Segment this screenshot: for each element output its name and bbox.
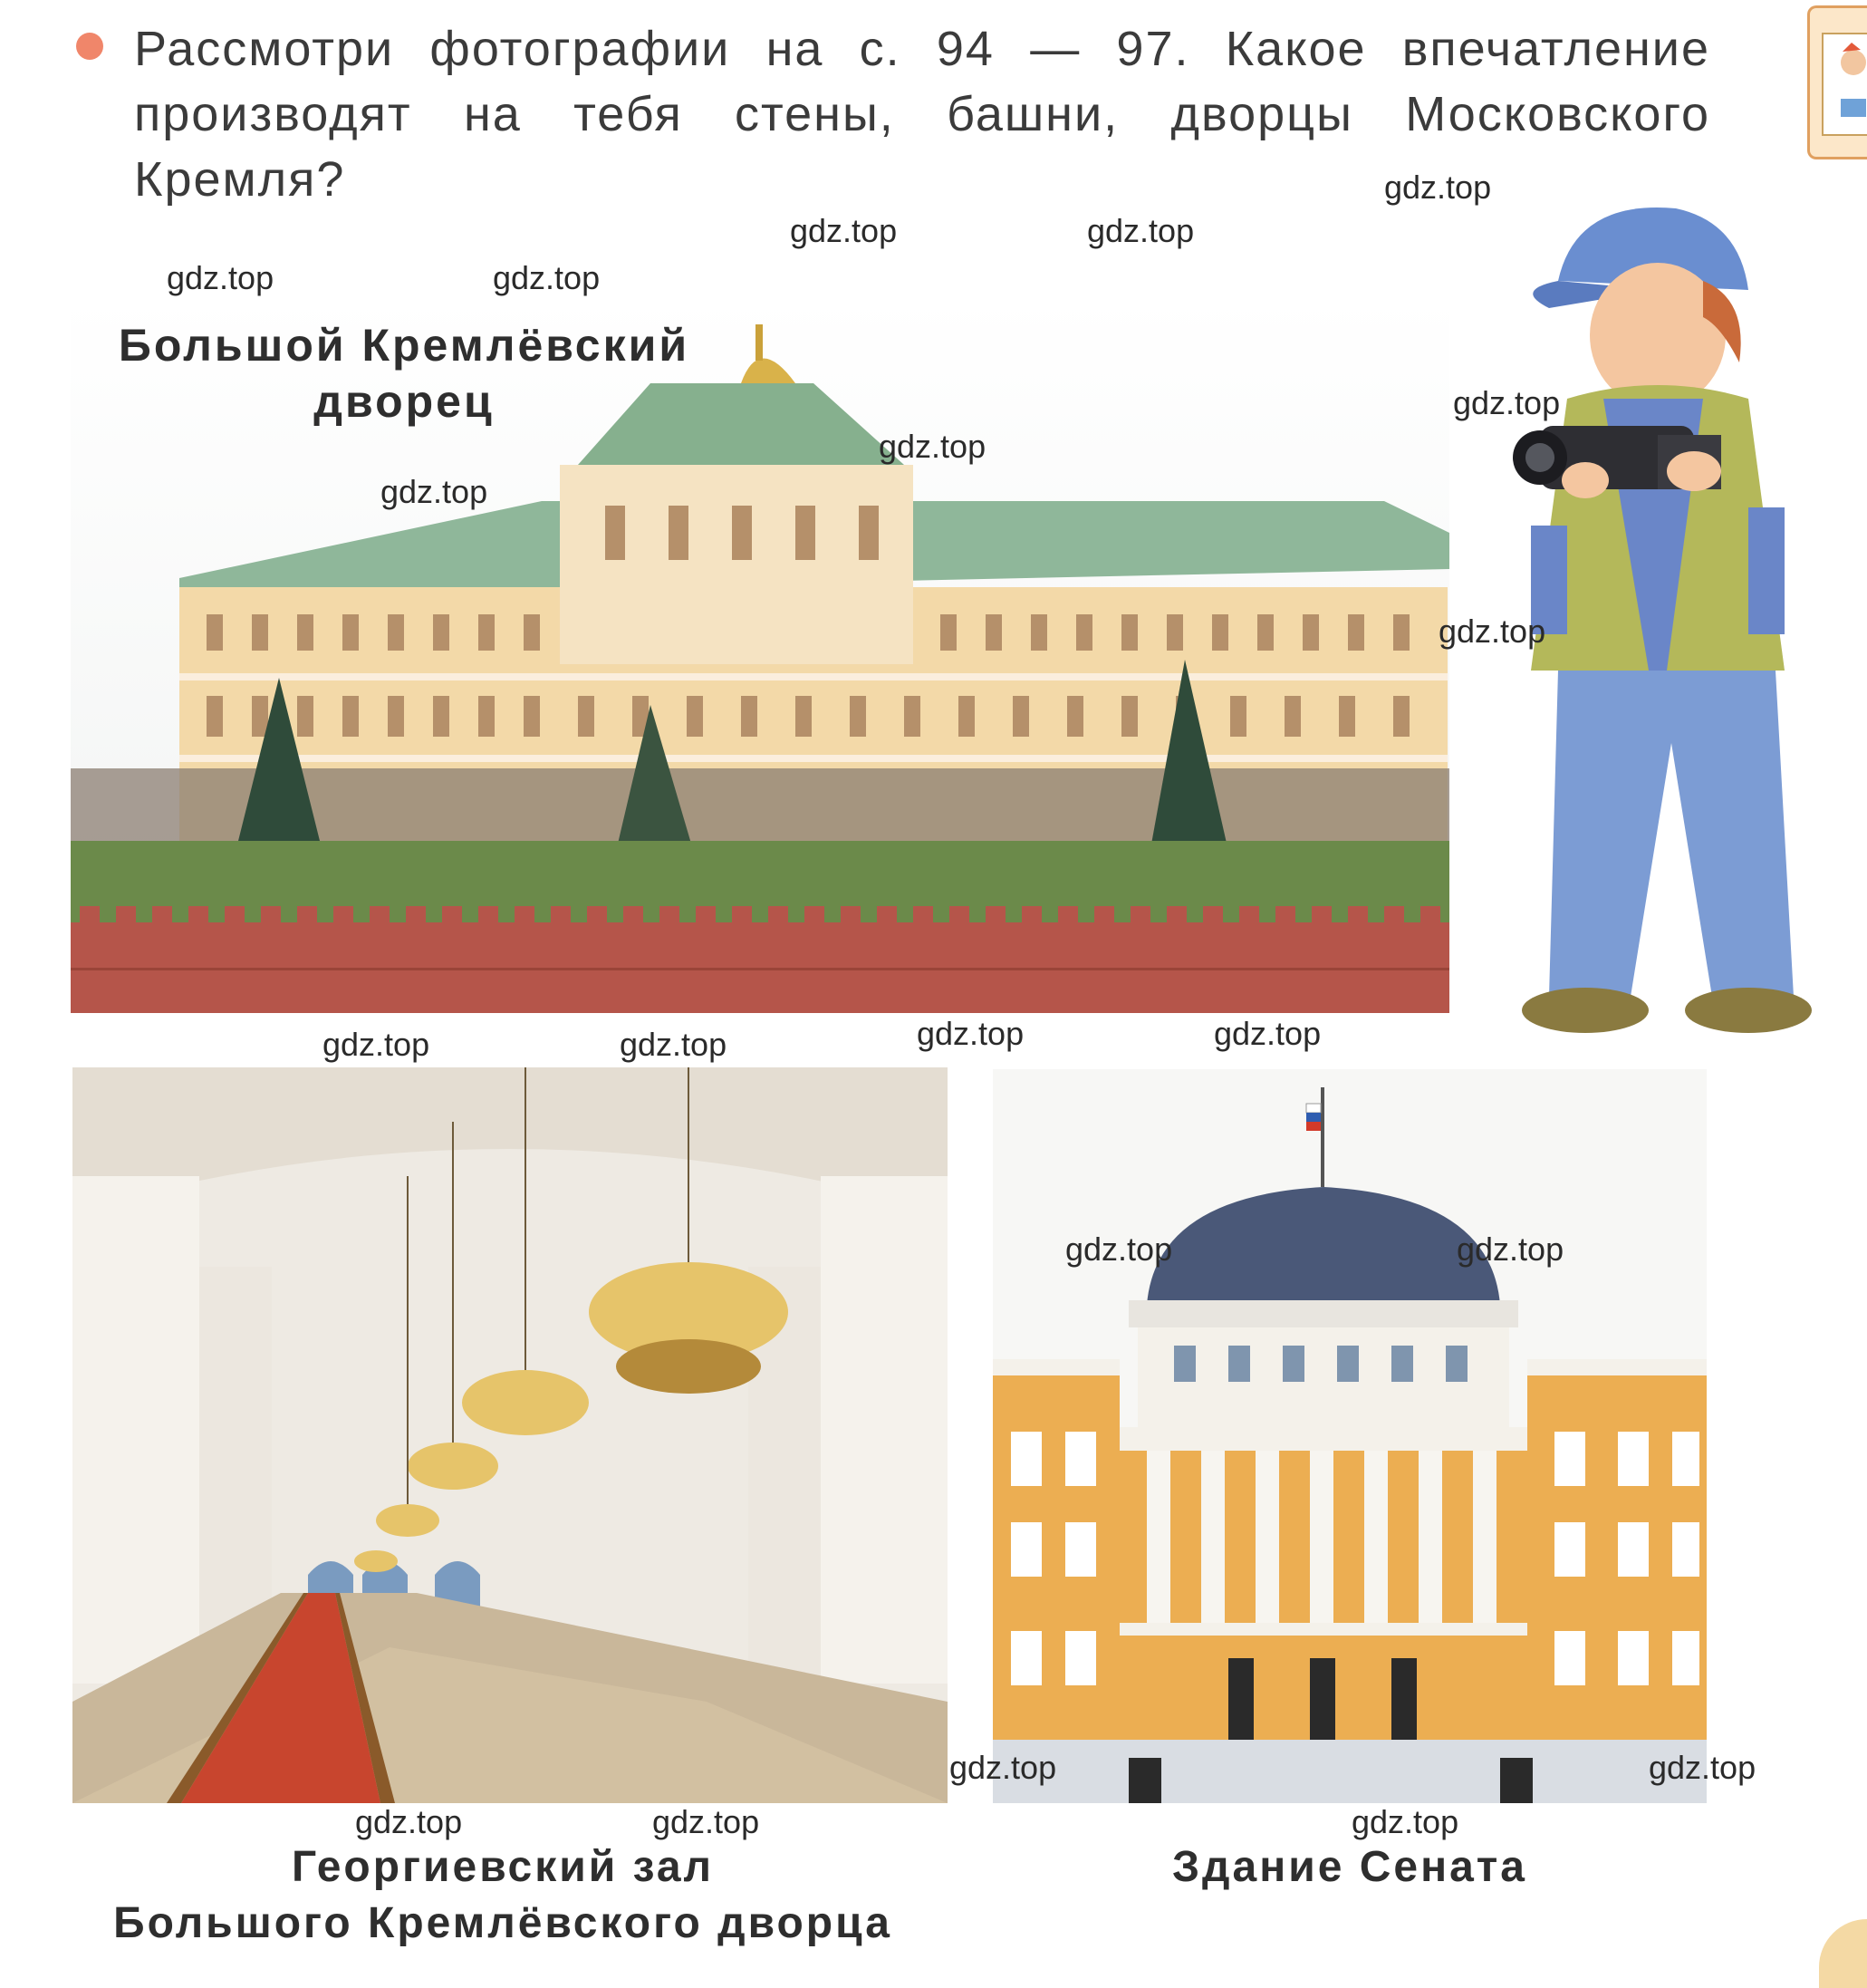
watermark: gdz.top bbox=[652, 1803, 760, 1840]
watermark: gdz.top bbox=[1649, 1749, 1756, 1786]
watermark: gdz.top bbox=[1087, 212, 1195, 249]
hall-caption-line1: Георгиевский зал bbox=[291, 1843, 715, 1891]
watermark: gdz.top bbox=[879, 428, 986, 465]
child-icon bbox=[1810, 8, 1867, 157]
senate-caption: Здание Сената bbox=[1171, 1843, 1527, 1891]
watermark: gdz.top bbox=[917, 1015, 1025, 1052]
palace-caption bbox=[87, 317, 721, 429]
watermark: gdz.top bbox=[1439, 613, 1546, 650]
watermark: gdz.top bbox=[167, 259, 274, 296]
watermark: gdz.top bbox=[493, 259, 601, 296]
st-george-hall-photo bbox=[72, 1067, 948, 1803]
watermark: gdz.top bbox=[1453, 384, 1561, 421]
task-icon bbox=[1807, 5, 1867, 159]
watermark: gdz.top bbox=[1065, 1230, 1173, 1268]
palace-caption-line1: Большой Кремлёвский bbox=[118, 320, 690, 371]
watermark: gdz.top bbox=[1214, 1015, 1322, 1052]
hall-illustration bbox=[72, 1067, 948, 1803]
watermark: gdz.top bbox=[1384, 169, 1492, 206]
watermark: gdz.top bbox=[380, 473, 488, 510]
grand-kremlin-palace-photo bbox=[71, 297, 1449, 1013]
watermark: gdz.top bbox=[1457, 1230, 1564, 1268]
senate-illustration bbox=[993, 1069, 1707, 1803]
watermark: gdz.top bbox=[790, 212, 898, 249]
watermark: gdz.top bbox=[322, 1026, 430, 1063]
watermark: gdz.top bbox=[355, 1803, 463, 1840]
senate-building-photo bbox=[993, 1069, 1707, 1803]
bullet-marker bbox=[76, 33, 103, 60]
task-text: Рассмотри фотографии на с. 94 — 97. Какое впечатление производят на тебя стены, башни, дворцы Московского Кремля? bbox=[134, 22, 1710, 207]
page-corner-decoration bbox=[1819, 1919, 1867, 1988]
watermark: gdz.top bbox=[949, 1749, 1057, 1786]
hall-caption bbox=[54, 1839, 951, 1952]
hall-caption-line2: Большого Кремлёвского дворца bbox=[113, 1899, 892, 1947]
palace-caption-line2: дворец bbox=[313, 376, 495, 427]
watermark: gdz.top bbox=[1352, 1803, 1459, 1840]
watermark: gdz.top bbox=[620, 1026, 727, 1063]
